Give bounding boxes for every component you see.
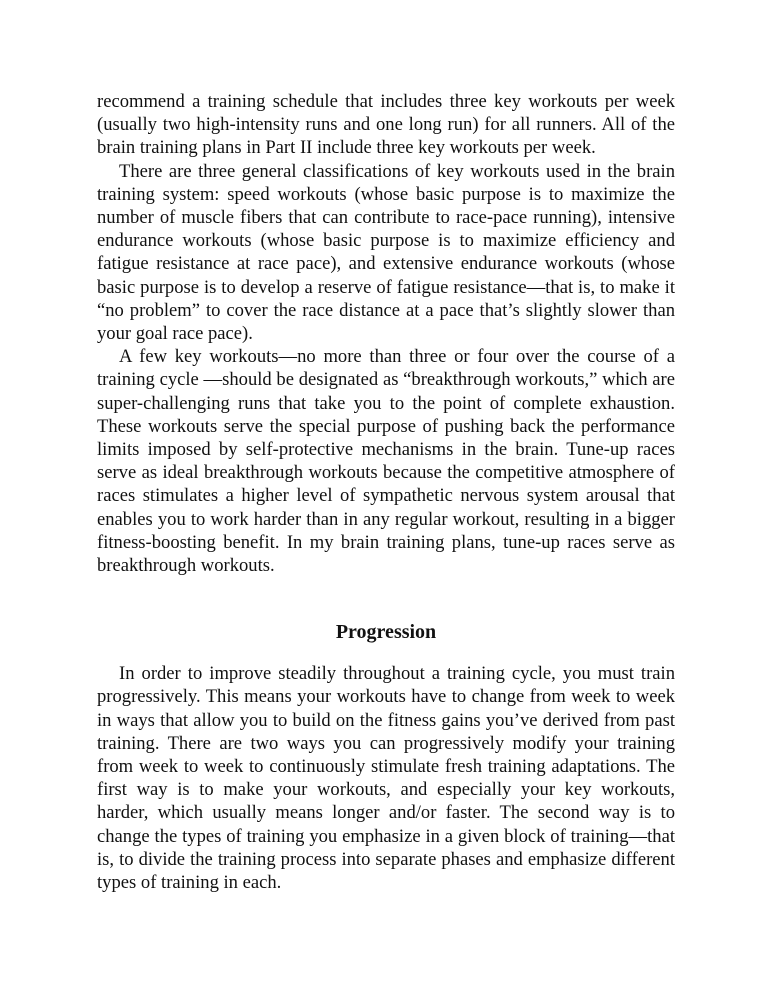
book-page: [97, 90, 675, 894]
paragraph-breakthrough-workouts: A few key workouts—no more than three or four over the course of a training cycle —should be designated as “breakthrough workouts,” which are super-challenging runs that take you to the point of complete exhaustion. These workouts serve the special purpose of pushing back the performance limits imposed by self-protective mechanisms in the brain. Tune-up races serve as ideal breakthrough workouts because the competitive atmosphere of races stimulates a higher level of sympathetic nervous system arousal that enables you to work harder than in any regular workout, resulting in a bigger fitness-boosting benefit. In my brain training plans, tune-up races serve as breakthrough workouts.: [97, 346, 675, 577]
section-heading: Progression: [335, 621, 437, 644]
section-spacer: [97, 577, 675, 620]
heading-spacer: [97, 644, 675, 662]
paragraph-key-workout-classifications: There are three general classifications of key workouts used in the brain training system: speed workouts (whose basic purpose is to maximize the number of muscle fibers that can contribute to race-pace running), intensive endurance workouts (whose basic purpose is to maximize efficiency and fatigue resistance at race pace), and extensive endurance workouts (whose basic purpose is to develop a reserve of fatigue resistance—that is, to make it “no problem” to cover the race distance at a pace that’s slightly slower than your goal race pace).: [97, 160, 675, 345]
paragraph-continued: recommend a training schedule that includes three key workouts per week (usually two high-intensity runs and one long run) for all runners. All of the brain training plans in Part II include three key workouts per week.: [97, 91, 675, 159]
paragraph-progression: In order to improve steadily throughout a training cycle, you must train progressively. This means your workouts have to change from week to week in ways that allow you to build on the fitness gains you’ve derived from past training. There are two ways you can progressively modify your training from week to week to continuously stimulate fresh training adaptations. The first way is to make your workouts, and especially your key workouts, harder, which usually means longer and/or faster. The second way is to change the types of training you emphasize in a given block of training—that is, to divide the training process into separate phases and emphasize different types of training in each.: [97, 663, 675, 894]
